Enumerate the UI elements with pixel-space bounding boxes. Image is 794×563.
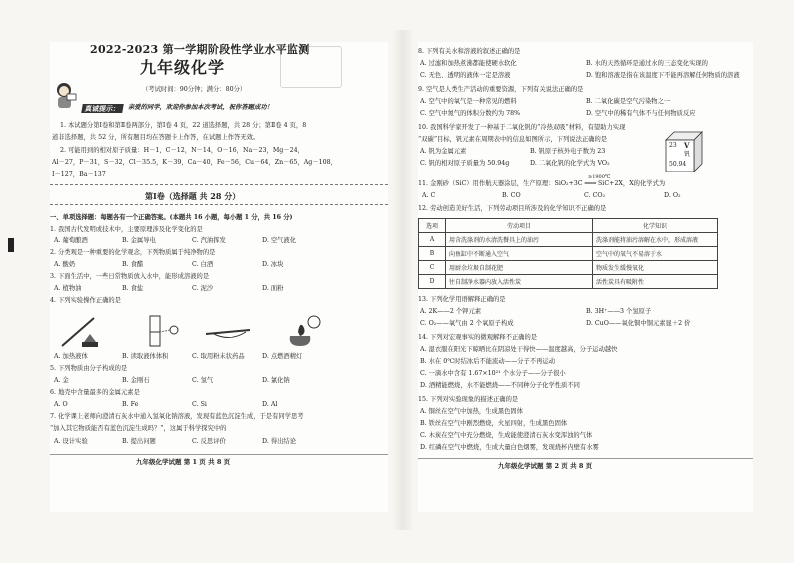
table-cell: D — [419, 275, 446, 289]
option: B. 3H⁺——3 个氢原子 — [586, 308, 652, 315]
footer-rule — [50, 454, 388, 455]
note-line: 道非选择题，共 52 分，所有题目均在答题卡上作答，在试题上作答无效。 — [52, 134, 260, 141]
table-cell: C — [419, 261, 446, 275]
exam-subject: 九年级化学 — [140, 58, 226, 77]
option: A. O — [54, 401, 68, 408]
table-row — [419, 275, 718, 289]
powder-spatula-figure — [200, 312, 260, 350]
option: D. 饱和溶液是指在该温度下不能再溶解任何物质的溶液 — [586, 72, 740, 79]
option: B. 金刚石 — [122, 377, 150, 384]
option: B. 水在 0℃时结冰后不能流动——分子不再运动 — [420, 358, 556, 365]
option: B. CO — [502, 192, 521, 199]
question-stem: 9. 空气是人类生产活动的重要资源，下列有关说法正确的是 — [418, 86, 584, 93]
greeting-text: 亲爱的同学，欢迎你参加本次考试，祝你答题成功！ — [128, 104, 273, 111]
question-stem: 12. 劳动创造美好生活，下列劳动项目所涉及的化学知识不正确的是 — [418, 205, 607, 212]
option: D. 点燃酒精灯 — [262, 353, 303, 360]
option: A. 钒为金属元素 — [420, 148, 467, 155]
option: C. 反思评价 — [192, 438, 226, 445]
option: A. 过滤和加热煮沸都能使硬水软化 — [420, 60, 517, 67]
vanadium-element-card — [664, 130, 704, 172]
option: B. 铁丝在空气中剧烈燃烧，火星四射，生成黑色固体 — [420, 420, 568, 427]
labor-knowledge-table — [418, 218, 718, 289]
option: D. O₂ — [664, 192, 681, 199]
option: B. 提出问题 — [122, 438, 156, 445]
table-cell: 活性炭具有吸附性 — [593, 275, 718, 289]
question-stem: 4. 下列实验操作正确的是 — [50, 297, 121, 304]
graduated-cylinder-figure — [130, 312, 190, 350]
footer-rule — [418, 458, 753, 459]
table-cell: B — [419, 247, 446, 261]
table-row — [419, 233, 718, 247]
option: D. 红磷在空气中燃烧，生成大量白色烟雾，发现烧杯内壁有水雾 — [420, 444, 599, 451]
option: B. 食盐 — [122, 285, 144, 292]
column-header: 化学知识 — [593, 219, 718, 233]
option: A. 金 — [54, 377, 69, 384]
question-stem: 14. 下列对宏观事实的微观解释不正确的是 — [418, 334, 538, 341]
table-cell: A — [419, 233, 446, 247]
option: C. 钒的相对原子质量为 50.94g — [420, 160, 510, 167]
option: D. 冰块 — [262, 261, 284, 268]
scan-edge-mark — [8, 238, 14, 252]
option: A. 设计实验 — [54, 438, 88, 445]
atomic-number: 23 — [669, 142, 677, 149]
question-stem: 7. 化学课上老师向澄清石灰水中通入氢氧化钠溶液，发现有蓝色沉淀生成，于是有同学思考 — [50, 413, 304, 420]
table-cell: 向鱼缸中不断通入空气 — [446, 247, 593, 261]
column-header: 选项 — [419, 219, 446, 233]
table-row — [419, 247, 718, 261]
question-stem: 8. 下列有关水和溶液的叙述正确的是 — [418, 48, 521, 55]
option: C. 木炭在空气中充分燃烧，生成能使澄清石灰水变浑浊的气体 — [420, 432, 593, 439]
table-cell: 往自制净水器内放入活性炭 — [446, 275, 593, 289]
atomic-mass: 50.94 — [669, 161, 687, 168]
note-line: Al－27，P－31，S－32，Cl－35.5，K－39，Ca－40，Fe－56，Cu－64，Zn－65，Ag－108， — [52, 159, 337, 166]
option: C. 一滴水中含有 1.67×10²¹ 个水分子——分子很小 — [420, 370, 566, 377]
option: B. 食醋 — [122, 261, 144, 268]
option: B. 金属导电 — [122, 237, 156, 244]
exam-page-2 — [418, 42, 753, 512]
exam-info: （考试时间：90分钟；满分：80分） — [142, 86, 247, 93]
section1-heading: 一、单项选择题：每题各有一个正确答案。(本题共 16 小题，每小题 1 分，共 16 分) — [50, 214, 293, 221]
question-stem: 15. 下列对实验现象的描述正确的是 — [418, 396, 519, 403]
page-footer: 九年级化学试题 第 2 页 共 8 页 — [498, 462, 593, 470]
question-stem: 2. 分类观是一种重要的化学观念，下列物质属于纯净物的是 — [50, 249, 216, 256]
question-stem: 11. 金刚砂（SiC）用作航天器涂层，生产原理：SiO₂+3C ═══ SiC+2X，X的化学式为 — [418, 180, 666, 187]
option: C. CO₂ — [584, 192, 606, 199]
option: C. O₂——氧气由 2 个氧原子构成 — [420, 320, 514, 327]
part1-heading: 第Ⅰ卷（选择题 共 28 分） — [145, 191, 241, 201]
option: D. 二氧化钒的化学式为 VO₂ — [530, 160, 610, 167]
option: A. 空气中的氧气是一种常见的燃料 — [420, 98, 517, 105]
option: A. 铜丝在空气中加热，生成黑色固体 — [420, 408, 524, 415]
option: D. 酒精能燃烧，水不能燃烧——不同种分子化学性质不同 — [420, 382, 580, 389]
reaction-condition: ≥1900℃ — [588, 174, 611, 180]
question-stem: 10. 我国科学家开发了一种基于二氧化钒的“冷热双吸”材料，有望助力实现 — [418, 124, 626, 131]
option: C. Si — [192, 401, 207, 408]
question-stem: 13. 下列化学用语解释正确的是 — [418, 296, 506, 303]
option: C. 氢气 — [192, 377, 214, 384]
option: B. 钒原子核外电子数为 23 — [530, 148, 606, 155]
option: C. 无色、透明的液体一定是溶液 — [420, 72, 511, 79]
question-stem: 3. 下面生活中，一些日常物质放入水中，能形成溶液的是 — [50, 273, 210, 280]
table-cell: 用厨余垃圾自制花肥 — [446, 261, 593, 275]
option: C. 汽油挥发 — [192, 237, 226, 244]
note-line: I－127，Ba－137 — [52, 171, 106, 178]
option: C. 白酒 — [192, 261, 214, 268]
option: C. 取用粉末状药品 — [192, 353, 245, 360]
exam-page-1 — [50, 42, 388, 512]
option: B. 二氧化碳是空气污染物之一 — [586, 98, 671, 105]
question-stem: 5. 下列物质由分子构成的是 — [50, 365, 128, 372]
test-tube-heating-figure — [54, 312, 114, 350]
divider — [50, 204, 388, 205]
table-cell: 物质发生缓慢氧化 — [593, 261, 718, 275]
option: A. 2K——2 个钾元素 — [420, 308, 482, 315]
option: A. 湿衣服在阳光下晾晒比在阴凉处干得快——温度越高，分子运动越快 — [420, 346, 618, 353]
option: D. 得出结论 — [262, 438, 297, 445]
option: A. 植物油 — [54, 285, 82, 292]
table-cell: 洗涤剂能将油污溶解在水中，形成溶液 — [593, 233, 718, 247]
note-line: 2. 可能用到的相对原子质量：H－1，C－12，N－14，O－16，Na－23，Mg－24， — [60, 147, 304, 154]
greeting-badge: 真诚提示： — [81, 104, 124, 113]
alcohol-lamp-figure — [270, 312, 330, 350]
option: A. 葡萄酿酒 — [54, 237, 88, 244]
question-stem: 1. 我国古代发明或技术中，主要原理涉及化学变化的是 — [50, 226, 203, 233]
question-stem: 6. 地壳中含量最多的金属元素是 — [50, 389, 140, 396]
option: D. Al — [262, 401, 278, 408]
option: B. 水的天然循环是通过水的三态变化实现的 — [586, 60, 708, 67]
option: C. 泥沙 — [192, 285, 214, 292]
option: A. C — [422, 192, 436, 199]
option: D. CuO——氧化铜中铜元素显＋2 价 — [586, 320, 691, 327]
cartoon-student-icon — [52, 80, 80, 110]
option: B. 读取液体体积 — [122, 353, 169, 360]
exam-title: 2022-2023 第一学期阶段性学业水平监测 — [90, 43, 310, 56]
element-symbol: V — [684, 141, 690, 150]
column-header: 劳动项目 — [446, 219, 593, 233]
table-header-row — [419, 219, 718, 233]
table-row — [419, 261, 718, 275]
option: D. 面粉 — [262, 285, 284, 292]
table-cell: 用含洗涤剂的水清洗餐具上的油污 — [446, 233, 593, 247]
option: D. 氯化钠 — [262, 377, 290, 384]
option: A. 酸奶 — [54, 261, 76, 268]
table-cell: 空气中的氧气不易溶于水 — [593, 247, 718, 261]
option: A. 加热液体 — [54, 353, 88, 360]
note-line: 1. 本试题分第Ⅰ卷和第Ⅱ卷两部分，第Ⅰ卷 4 页，22 道选择题，共 28 分；第Ⅱ卷 4 页，8 — [60, 122, 307, 129]
question-stem: “双碳”目标，钒元素在周期表中的信息如图所示，下列说法正确的是 — [418, 136, 608, 143]
divider — [50, 184, 388, 185]
page-footer: 九年级化学试题 第 1 页 共 8 页 — [136, 458, 231, 466]
option: D. 空气中的稀有气体不与任何物质反应 — [586, 110, 696, 117]
question-stem: “加入其它物质能否有蓝色沉淀生成吗？”，这属于科学探究中的 — [50, 425, 227, 432]
element-name: 钒 — [684, 151, 691, 158]
page-fold — [392, 30, 414, 530]
option: B. Fe — [122, 401, 139, 408]
option: C. 空气中氮气的体积分数约为 78% — [420, 110, 521, 117]
option: D. 空气液化 — [262, 237, 297, 244]
